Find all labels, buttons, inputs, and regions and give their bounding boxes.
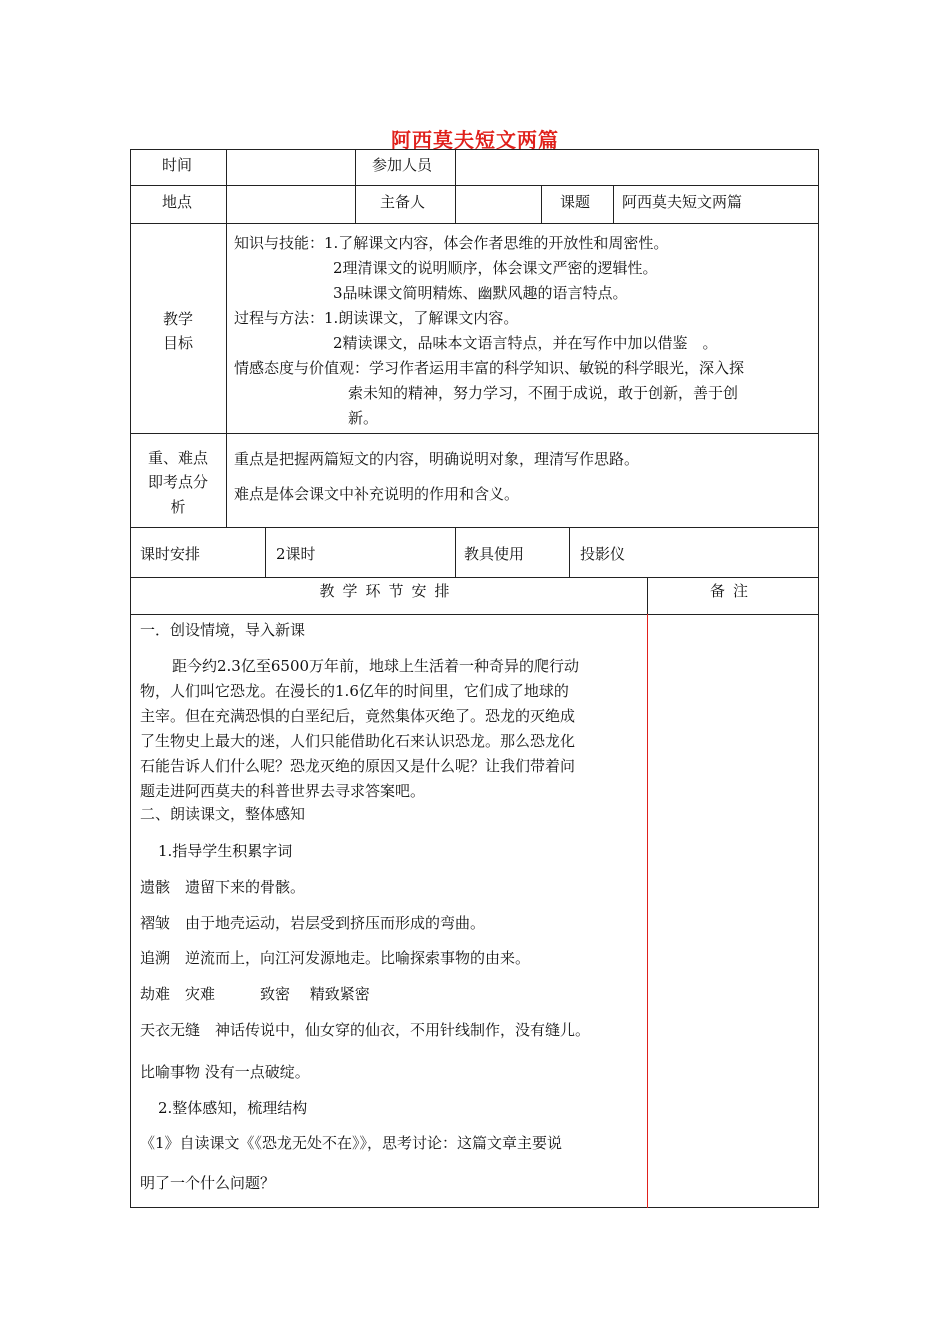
vocab-item: 天衣无缝 神话传说中，仙女穿的仙衣，不用针线制作，没有缝儿。	[140, 1021, 591, 1039]
intro-line: 距今约2.3亿至6500万年前，地球上生活着一种奇异的爬行动	[172, 657, 580, 675]
participants-label: 参加人员	[372, 156, 433, 174]
subsection-title: 1.指导学生积累字词	[158, 842, 293, 860]
row-divider	[130, 185, 819, 186]
notes-header: 备注	[709, 582, 756, 600]
key-points-label: 析	[170, 498, 186, 516]
row-divider	[130, 433, 819, 434]
row-divider	[130, 614, 819, 615]
objective-line: 知识与技能：1.了解课文内容，体会作者思维的开放性和周密性。	[234, 234, 669, 252]
preparer-label: 主备人	[380, 193, 426, 211]
col-divider	[226, 223, 227, 527]
intro-line: 题走进阿西莫夫的科普世界去寻求答案吧。	[140, 782, 426, 800]
topic-label: 课题	[560, 193, 591, 211]
objective-line: 情感态度与价值观：学习作者运用丰富的科学知识、敏锐的科学眼光，深入探	[234, 359, 745, 377]
objective-line: 过程与方法：1.朗读课文，了解课文内容。	[234, 309, 519, 327]
notes-divider	[647, 614, 648, 1208]
intro-line: 石能告诉人们什么呢？恐龙灭绝的原因又是什么呢？让我们带着问	[140, 757, 576, 775]
key-point-text: 重点是把握两篇短文的内容，明确说明对象，理清写作思路。	[234, 450, 640, 468]
place-label: 地点	[162, 193, 193, 211]
objectives-label: 教学	[162, 310, 193, 328]
tools-label: 教具使用	[464, 545, 525, 563]
hours-label: 课时安排	[140, 545, 201, 563]
question-text: 《1》自读课文《《恐龙无处不在》》，思考讨论：这篇文章主要说	[140, 1134, 563, 1152]
key-points-label: 即考点分	[147, 473, 208, 491]
col-divider	[355, 149, 356, 223]
key-points-label: 重、难点	[147, 449, 208, 467]
vocab-item: 劫难 灾难 致密 精致紧密	[140, 985, 370, 1003]
col-divider	[613, 185, 614, 223]
question-text: 明了一个什么问题？	[140, 1174, 276, 1192]
row-divider	[130, 223, 819, 224]
col-divider	[455, 149, 456, 223]
objectives-label: 目标	[162, 334, 193, 352]
objective-line: 新。	[348, 409, 379, 427]
col-divider	[455, 527, 456, 577]
vocab-item: 比喻事物 没有一点破绽。	[140, 1063, 310, 1081]
col-divider	[265, 527, 266, 577]
row-divider	[130, 577, 819, 578]
intro-line: 主宰。但在充满恐惧的白垩纪后，竟然集体灭绝了。恐龙的灭绝成	[140, 707, 576, 725]
intro-line: 了生物史上最大的迷，人们只能借助化石来认识恐龙。那么恐龙化	[140, 732, 576, 750]
vocab-item: 遗骸 遗留下来的骨骸。	[140, 878, 306, 896]
hours-value: 2课时	[276, 545, 316, 563]
subsection-title: 2.整体感知，梳理结构	[158, 1099, 308, 1117]
objective-line: 索未知的精神，努力学习，不囿于成说，敢于创新，善于创	[348, 384, 739, 402]
difficult-point-text: 难点是体会课文中补充说明的作用和含义。	[234, 485, 520, 503]
objective-line: 3品味课文简明精炼、幽默风趣的语言特点。	[333, 284, 628, 302]
topic-value: 阿西莫夫短文两篇	[622, 193, 743, 211]
tools-value: 投影仪	[580, 545, 626, 563]
col-divider	[541, 185, 542, 223]
col-divider	[569, 527, 570, 577]
time-label: 时间	[162, 156, 193, 174]
document-title: 阿西莫夫短文两篇	[391, 128, 559, 152]
vocab-item: 追溯 逆流而上，向江河发源地走。比喻探索事物的由来。	[140, 949, 531, 967]
objective-line: 2理清课文的说明顺序，体会课文严密的逻辑性。	[333, 259, 658, 277]
section-title: 一．创设情境，导入新课	[140, 621, 306, 639]
section-title: 二、朗读课文，整体感知	[140, 805, 306, 823]
vocab-item: 褶皱 由于地壳运动，岩层受到挤压而形成的弯曲。	[140, 914, 486, 932]
arrangement-header: 教学环节安排	[319, 582, 458, 600]
col-divider	[226, 149, 227, 223]
row-divider	[130, 527, 819, 528]
objective-line: 2精读课文，品味本文语言特点，并在写作中加以借鉴 。	[333, 334, 718, 352]
intro-line: 物，人们叫它恐龙。在漫长的1.6亿年的时间里，它们成了地球的	[140, 682, 569, 700]
